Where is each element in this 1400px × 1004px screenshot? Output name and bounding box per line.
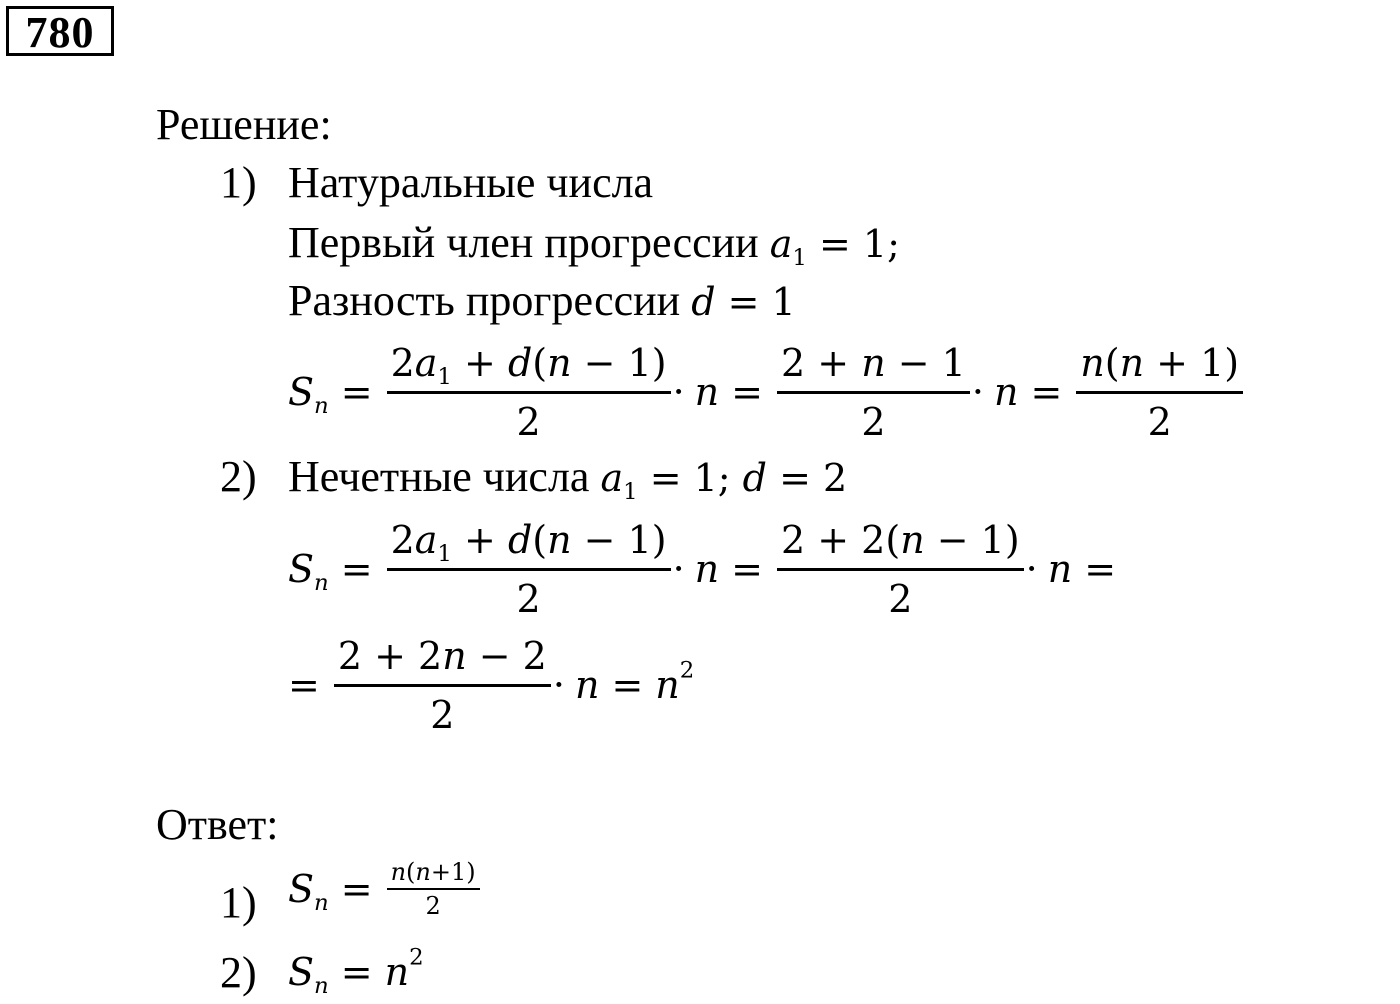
answer-formula-2: $S_n = n^2$ xyxy=(288,944,424,999)
problem-number: 780 xyxy=(6,6,114,56)
fraction: $\frac{n(n + 1)}{2}$ xyxy=(1078,341,1241,444)
odd-numbers-line xyxy=(288,452,847,503)
sum-formula-odd-step2: = $\frac{2 + 2n - 2}{2}$ · n = $n^2$ xyxy=(288,633,695,737)
sum-formula-odd-step1: $S_n$ = $\frac{2a_1 + d(n - 1)}{2}$ · n = $\frac{2 + 2(n - 1)}{2}$ · n = xyxy=(288,517,1117,621)
fraction: $\frac{2a_1 + d(n - 1)}{2}$ xyxy=(389,518,669,621)
difference-text: Разность прогрессии xyxy=(288,276,681,325)
answer-label: Ответ: xyxy=(156,800,279,849)
answer-formula-1: $S_n$ = $\frac{n(n+1)}{2}$ xyxy=(288,858,482,920)
answer-marker-1: 1) xyxy=(220,878,257,927)
item-title-natural-numbers: Натуральные числа xyxy=(288,158,654,207)
item-marker-2: 2) xyxy=(220,452,257,501)
solution-label: Решение: xyxy=(156,100,332,149)
fraction: $\frac{n(n+1)}{2}$ xyxy=(389,858,478,920)
fraction: $\frac{2 + 2n - 2}{2}$ xyxy=(336,634,549,737)
first-term-line xyxy=(288,218,900,269)
first-term-formula: $a_1 = 1$; xyxy=(769,222,900,271)
difference-formula: d = 1 xyxy=(691,280,796,324)
item-marker-1: 1) xyxy=(220,158,257,207)
answer-marker-2: 2) xyxy=(220,948,257,997)
fraction: $\frac{2 + 2(n - 1)}{2}$ xyxy=(779,518,1022,621)
fraction: $\frac{2 + n - 1}{2}$ xyxy=(779,341,968,444)
first-term-text: Первый член прогрессии xyxy=(288,218,759,267)
sum-formula-natural: $S_n$ = $\frac{2a_1 + d(n - 1)}{2}$ · n = $\frac{2 + n - 1}{2}$ · n = $\frac{n(n + 1)}{2}$ xyxy=(288,337,1245,447)
fraction: $\frac{2a_1 + d(n - 1)}{2}$ xyxy=(389,341,669,444)
odd-params-formula: $a_1 = 1$; d = 2 xyxy=(600,456,848,505)
difference-line xyxy=(288,276,796,327)
item-title-odd-numbers: Нечетные числа xyxy=(288,452,590,501)
